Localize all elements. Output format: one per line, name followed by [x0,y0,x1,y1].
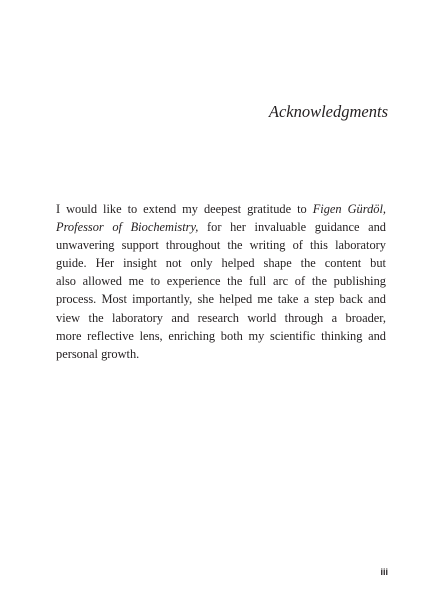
paragraph-line: guide. Her insight not only helped shape the content but [56,256,386,271]
paragraph-line: more reflective lens, enriching both my scientific thinking and [56,328,386,343]
acknowledgment-paragraph [56,200,386,363]
paragraph-line: I would like to extend my deepest gratitude to Figen Gürdöl, [56,202,387,216]
paragraph-line: Professor of Biochemistry, for her invaluable guidance and [56,220,386,235]
page-number: iii [380,567,388,577]
paragraph-line: also allowed me to experience the full arc of the publishing [56,274,386,289]
paragraph-line: personal growth. [56,346,140,361]
paragraph-line: view the laboratory and research world through a broader, [56,310,386,325]
paragraph-line: unwavering support throughout the writing of this laboratory [56,238,386,253]
paragraph-line: process. Most importantly, she helped me take a step back and [56,292,386,307]
page-heading: Acknowledgments [268,102,388,121]
